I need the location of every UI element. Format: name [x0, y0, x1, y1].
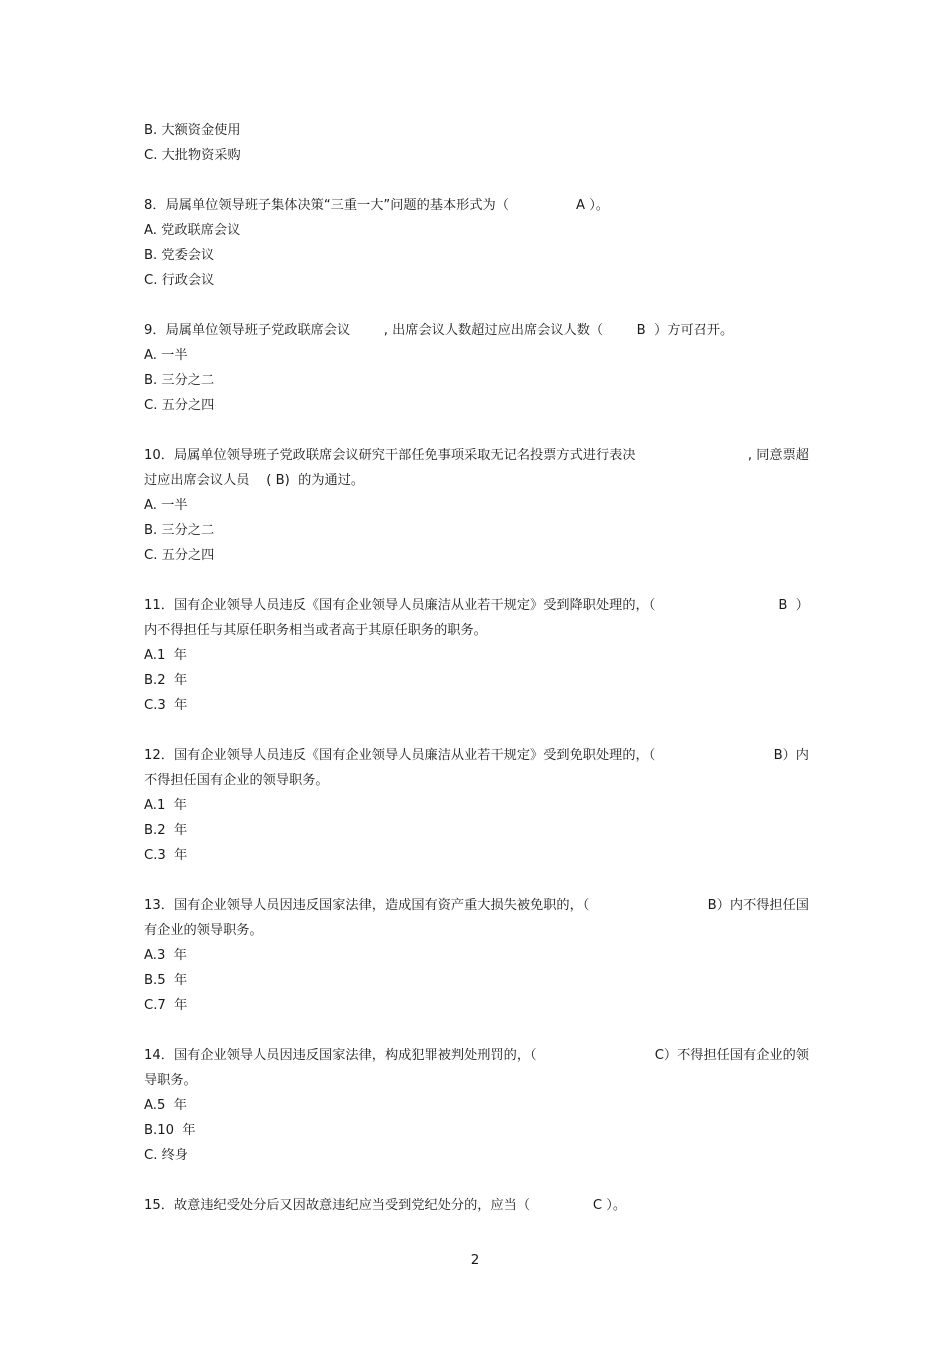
question-11-stem-line2: 内不得担任与其原任职务相当或者高于其原任职务的职务。 [144, 623, 487, 638]
question-10-stem-line2: 过应出席会议人员 ( B) 的为通过。 [144, 473, 365, 488]
question-13-stem-left: 13．国有企业领导人员因违反国家法律，造成国有资产重大损失被免职的，（ [144, 898, 590, 913]
option-line: C. 大批物资采购 [144, 148, 241, 163]
option-line: C. 终身 [144, 1148, 188, 1163]
option-line: C. 五分之四 [144, 548, 215, 563]
option-line: B.2 年 [144, 823, 188, 838]
question-10-stem [144, 443, 809, 468]
question-8-stem: 8．局属单位领导班子集体决策“三重一大”问题的基本形式为（ A ）。 [144, 198, 609, 213]
option-line: A.3 年 [144, 948, 187, 963]
option-line: C.7 年 [144, 998, 188, 1013]
question-12-stem-right: B）内 [773, 748, 809, 763]
question-12-stem [144, 743, 809, 768]
option-line: B. 党委会议 [144, 248, 215, 263]
question-14-stem-right: C）不得担任国有企业的领 [654, 1048, 809, 1063]
question-12-stem-line2: 不得担任国有企业的领导职务。 [144, 773, 329, 788]
question-13-stem-line2: 有企业的领导职务。 [144, 923, 263, 938]
question-14-stem-left: 14．国有企业领导人员因违反国家法律，构成犯罪被判处刑罚的，（ [144, 1048, 537, 1063]
option-line: A.1 年 [144, 648, 187, 663]
question-15-stem: 15．故意违纪受处分后又因故意违纪应当受到党纪处分的，应当（ C ）。 [144, 1198, 627, 1213]
option-line: A. 党政联席会议 [144, 223, 241, 238]
option-line: A.1 年 [144, 798, 187, 813]
question-14-stem-line2: 导职务。 [144, 1073, 197, 1088]
option-line: C.3 年 [144, 848, 188, 863]
option-line: B.5 年 [144, 973, 188, 988]
option-line: A. 一半 [144, 348, 188, 363]
option-line: B. 三分之二 [144, 373, 215, 388]
question-11-stem-right: B ） [778, 598, 809, 613]
question-11-stem-left: 11．国有企业领导人员违反《国有企业领导人员廉洁从业若干规定》受到降职处理的，（ [144, 598, 656, 613]
option-line: A.5 年 [144, 1098, 187, 1113]
option-line: A. 一半 [144, 498, 188, 513]
option-line: C. 五分之四 [144, 398, 215, 413]
option-line: B.10 年 [144, 1123, 196, 1138]
option-line: B. 三分之二 [144, 523, 215, 538]
question-14-stem [144, 1043, 809, 1068]
option-line: C.3 年 [144, 698, 188, 713]
option-line: B. 大额资金使用 [144, 123, 241, 138]
question-11-stem [144, 593, 809, 618]
question-list [144, 118, 809, 1218]
question-9-stem: 9．局属单位领导班子党政联席会议 , 出席会议人数超过应出席会议人数（ B ）方可召开。 [144, 323, 734, 338]
option-line: C. 行政会议 [144, 273, 215, 288]
question-13-stem [144, 893, 809, 918]
page-number: 2 [470, 1252, 480, 1268]
question-10-stem-right: , 同意票超 [747, 448, 809, 463]
option-line: B.2 年 [144, 673, 188, 688]
question-10-stem-left: 10．局属单位领导班子党政联席会议研究干部任免事项采取无记名投票方式进行表决 [144, 448, 636, 463]
question-12-stem-left: 12．国有企业领导人员违反《国有企业领导人员廉洁从业若干规定》受到免职处理的，（ [144, 748, 656, 763]
question-13-stem-right: B）内不得担任国 [707, 898, 809, 913]
